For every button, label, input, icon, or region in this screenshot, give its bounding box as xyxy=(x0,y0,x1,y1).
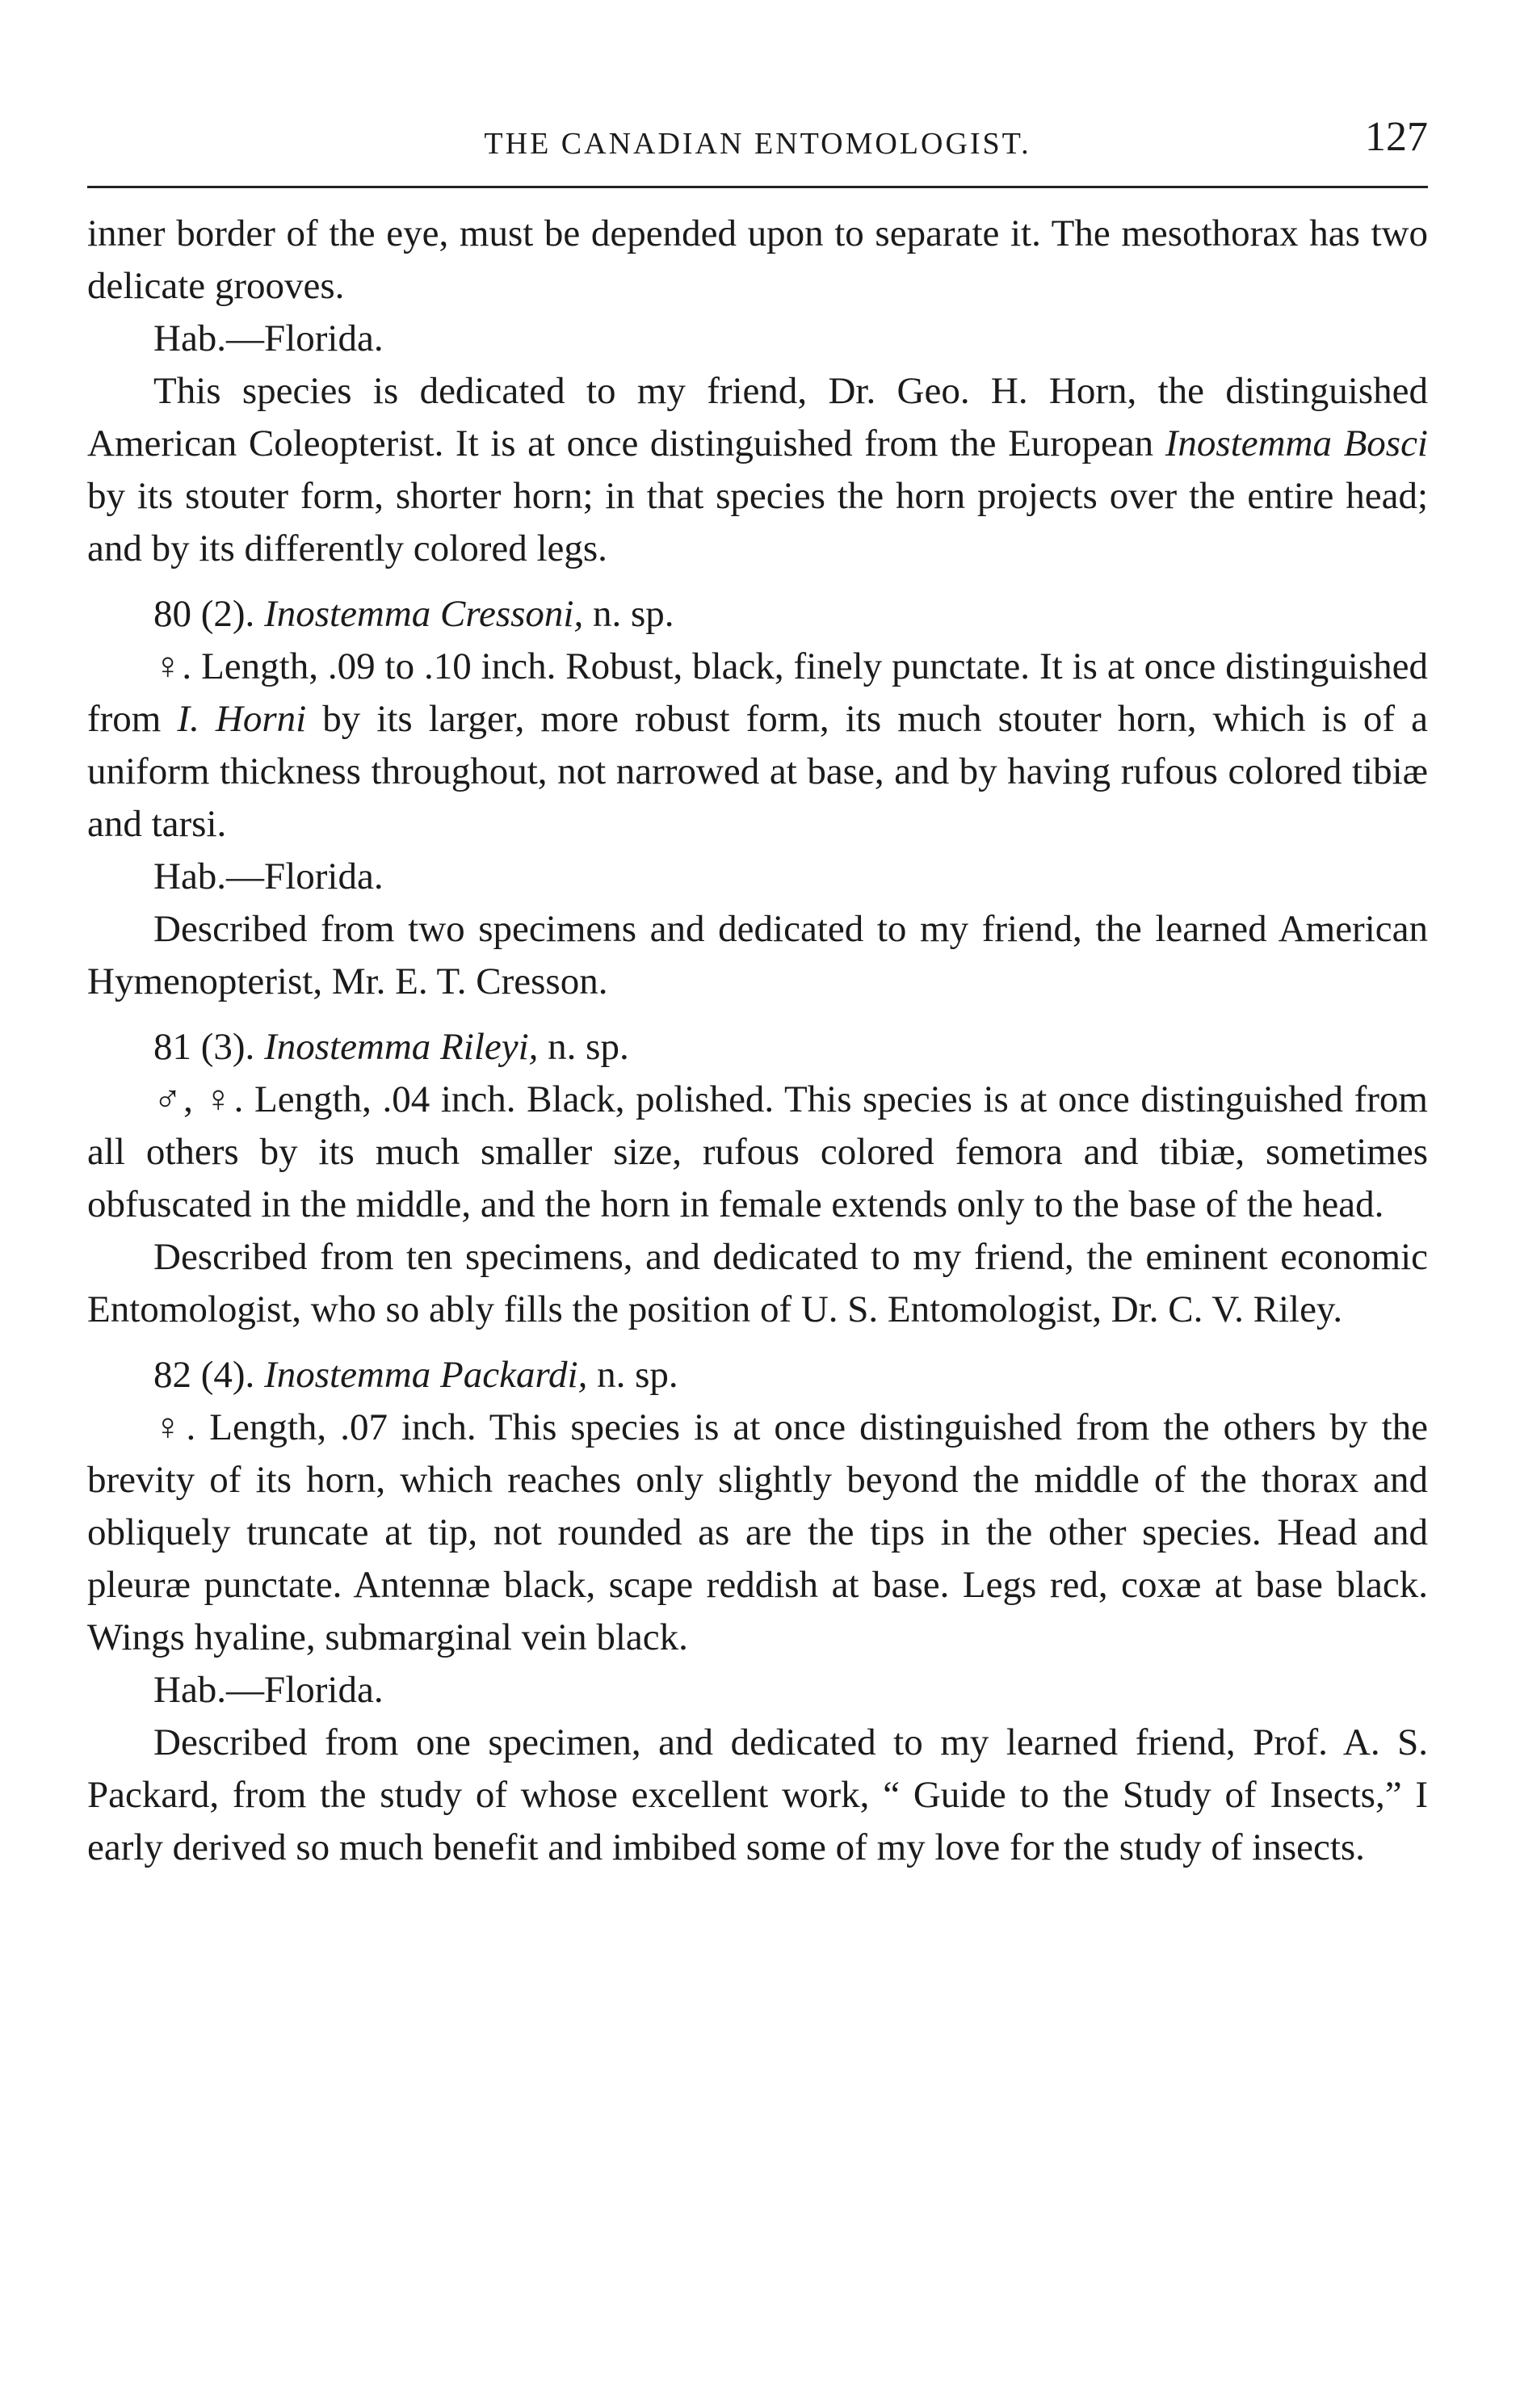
species-number: 80 (2). xyxy=(153,593,265,635)
habitat-line: Hab.—Florida. xyxy=(153,317,384,359)
article-body xyxy=(87,208,1428,1874)
paragraph-text: ♀. Length, .09 to .10 inch. Robust, black, finely punctate. It is at once distinguished from xyxy=(87,645,1428,740)
species-name: Inostemma Packardi, xyxy=(264,1354,588,1396)
paragraph-text: by its larger, more robust form, its much stouter horn, which is of a uniform thickness throughout, not narrowed at base, and by having rufous colored tibiæ and tarsi. xyxy=(87,698,1428,845)
paragraph: Described from two specimens and dedicated to my friend, the learned American Hymenopterist, Mr. E. T. Cresson. xyxy=(87,908,1428,1002)
paragraph-text: by its stouter form, shorter horn; in that species the horn projects over the entire head; and by its differently colored legs. xyxy=(87,475,1428,569)
species-number: 82 (4). xyxy=(153,1354,265,1396)
species-name: Inostemma Rileyi, xyxy=(264,1026,539,1068)
species-status: n. sp. xyxy=(583,593,674,635)
habitat-line: Hab.—Florida. xyxy=(153,855,384,897)
habitat-line: Hab.—Florida. xyxy=(153,1669,384,1711)
paragraph: ♀. Length, .07 inch. This species is at once distinguished from the others by the brevity of its horn, which reaches only slightly beyond the middle of the thorax and obliquely truncate at tip, not rounded as are the tips in the other species. Head and pleuræ punctate. Antennæ black, scape reddish at base. Legs red, coxæ at base black. Wings hyaline, submarginal vein black. xyxy=(87,1406,1428,1658)
paragraph: inner border of the eye, must be depended upon to separate it. The mesothorax has two delicate grooves. xyxy=(87,212,1428,307)
running-head xyxy=(87,113,1428,170)
species-heading xyxy=(87,1021,1428,1074)
species-number: 81 (3). xyxy=(153,1026,265,1068)
paragraph: Described from ten specimens, and dedicated to my friend, the eminent economic Entomologist, who so ably fills the position of U. S. Entomologist, Dr. C. V. Riley. xyxy=(87,1236,1428,1330)
journal-title: THE CANADIAN ENTOMOLOGIST. xyxy=(484,127,1031,161)
species-status: n. sp. xyxy=(538,1026,629,1068)
paragraph xyxy=(87,641,1428,851)
paragraph: ♂, ♀. Length, .04 inch. Black, polished. This species is at once distinguished from all others by its much smaller size, rufous colored femora and tibiæ, sometimes obfuscated in the middle, and the horn in female extends only to the base of the head. xyxy=(87,1078,1428,1225)
page-number: 127 xyxy=(1365,114,1428,160)
species-name: Inostemma Cressoni, xyxy=(264,593,584,635)
paragraph xyxy=(87,365,1428,575)
species-name: I. Horni xyxy=(177,698,307,740)
paragraph-text: This species is dedicated to my friend, Dr. Geo. H. Horn, the distinguished American Coleopterist. It is at once distinguished from the European xyxy=(87,370,1428,464)
header-rule xyxy=(87,186,1428,188)
species-heading xyxy=(87,588,1428,641)
species-name: Inostemma Bosci xyxy=(1165,422,1428,464)
species-heading xyxy=(87,1349,1428,1402)
page xyxy=(87,113,1428,1874)
paragraph: Described from one specimen, and dedicated to my learned friend, Prof. A. S. Packard, from the study of whose excellent work, “ Guide to the Study of Insects,” I early derived so much benefit and imbibed some of my love for the study of insects. xyxy=(87,1721,1428,1868)
species-status: n. sp. xyxy=(587,1354,678,1396)
